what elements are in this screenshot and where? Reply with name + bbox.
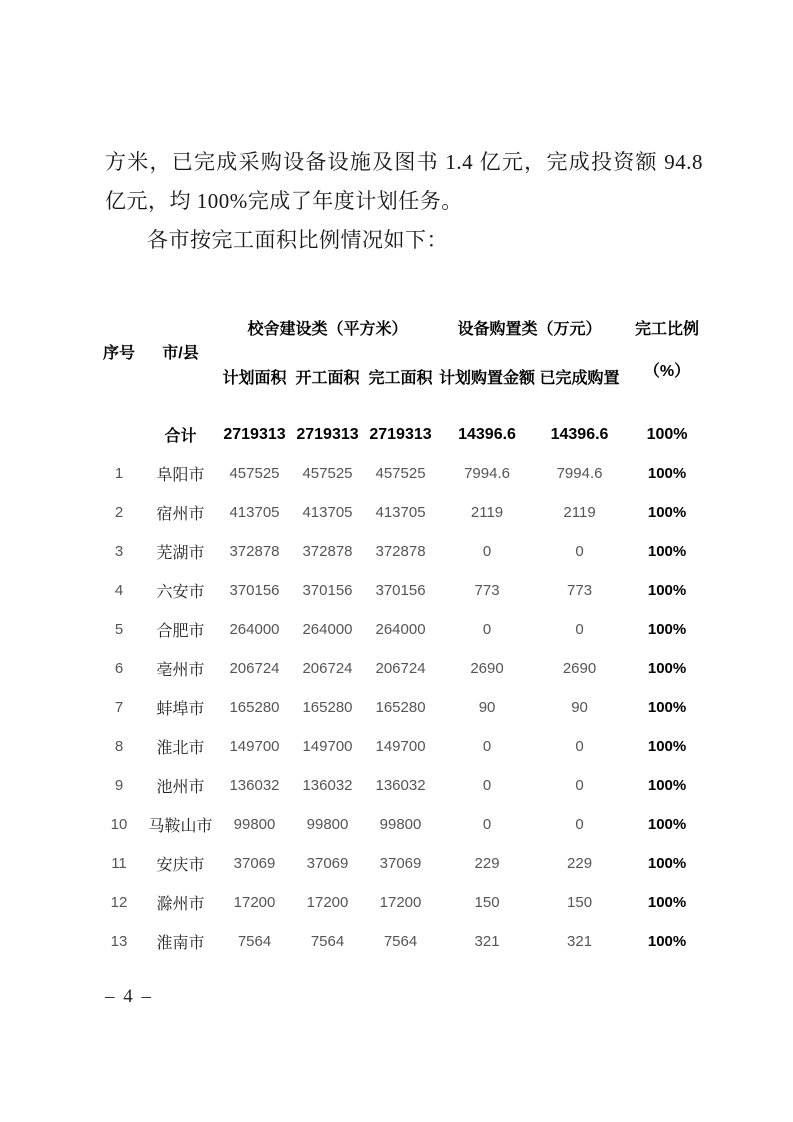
completed-purchase-amount: 0: [575, 621, 584, 638]
completed-area-value: 2719313: [369, 425, 432, 443]
started-area-value: 7564: [310, 933, 345, 950]
planned-area-value: 136032: [229, 777, 280, 794]
completed-purchase-amount: 0: [575, 816, 584, 833]
city-name: 淮南市: [156, 935, 205, 952]
planned-area-value: 206724: [229, 660, 280, 677]
completion-ratio: 100%: [647, 504, 687, 521]
completion-statistics-table: [95, 302, 712, 961]
table-row: [95, 727, 712, 766]
table-row: [95, 571, 712, 610]
table-row: [95, 883, 712, 922]
planned-area-value: 165280: [229, 699, 280, 716]
completed-area-value: 457525: [375, 465, 426, 482]
city-name: 宿州市: [156, 506, 205, 523]
completed-purchase-amount: 773: [567, 582, 593, 599]
completed-area-value: 413705: [375, 504, 426, 521]
completion-ratio: 100%: [647, 543, 687, 560]
planned-purchase-amount: 321: [474, 933, 500, 950]
planned-purchase-amount: 0: [482, 777, 492, 794]
city-name: 安庆市: [156, 857, 205, 874]
completion-ratio: 100%: [647, 816, 687, 833]
completion-ratio-label-line1: 完工比例: [635, 321, 700, 338]
city-name: 蚌埠市: [156, 701, 205, 718]
completed-area-value: 372878: [375, 543, 426, 560]
planned-purchase-amount: 773: [474, 582, 500, 599]
completion-ratio: 100%: [647, 777, 687, 794]
completion-ratio: 100%: [647, 855, 687, 872]
city-name: 芜湖市: [156, 545, 205, 562]
planned-purchase-amount: 0: [482, 816, 492, 833]
planned-purchase-amount: 150: [474, 894, 500, 911]
column-header-planned-area: 计划面积: [222, 369, 287, 387]
completed-purchase-amount: 150: [567, 894, 593, 911]
table-row: [95, 922, 712, 961]
serial-number: 7: [114, 699, 124, 716]
completed-area-value: 17200: [379, 894, 422, 911]
completed-area-value: 165280: [375, 699, 426, 716]
city-name: 马鞍山市: [148, 818, 213, 835]
completion-ratio-label-line2: （%）: [643, 363, 691, 380]
started-area-value: 37069: [306, 855, 349, 872]
planned-area-value: 149700: [229, 738, 280, 755]
completed-area-value: 206724: [375, 660, 426, 677]
column-header-planned-amount: 计划购置金额: [439, 369, 536, 387]
planned-area-value: 99800: [233, 816, 276, 833]
city-name: 六安市: [156, 584, 205, 601]
serial-number: 10: [110, 816, 128, 833]
planned-purchase-amount: 229: [474, 855, 500, 872]
planned-area-value: 370156: [229, 582, 280, 599]
completed-purchase-amount: 2690: [562, 660, 597, 677]
completion-ratio: 100%: [647, 699, 687, 716]
serial-number: 4: [114, 582, 124, 599]
completed-purchase-amount: 0: [575, 777, 584, 794]
completed-purchase-amount: 14396.6: [550, 425, 609, 443]
column-header-completed-area: 完工面积: [368, 369, 433, 387]
serial-number: 1: [114, 465, 124, 482]
completed-purchase-amount: 321: [567, 933, 593, 950]
planned-area-value: 37069: [233, 855, 276, 872]
started-area-value: 136032: [302, 777, 353, 794]
paragraph-continuation: 方米，已完成采购设备设施及图书 1.4 亿元，完成投资额 94.8 亿元，均 100%完成了年度计划任务。: [105, 150, 703, 213]
column-header-completed-amount: 已完成购置: [539, 369, 620, 387]
completed-purchase-amount: 90: [571, 699, 588, 716]
completion-ratio: 100%: [647, 738, 687, 755]
city-name: 合肥市: [156, 623, 205, 640]
city-name: 滁州市: [156, 896, 205, 913]
planned-area-value: 7564: [237, 933, 272, 950]
serial-number: 11: [111, 855, 127, 872]
serial-number: 6: [114, 660, 124, 677]
planned-area-value: 2719313: [223, 425, 286, 443]
column-header-serial: 序号: [102, 344, 135, 362]
planned-purchase-amount: 2119: [470, 504, 504, 521]
column-header-city: 市/县: [162, 344, 199, 362]
completion-ratio: 100%: [647, 582, 687, 599]
planned-area-value: 17200: [233, 894, 276, 911]
completed-area-value: 149700: [375, 738, 426, 755]
city-name: 阜阳市: [156, 467, 205, 484]
started-area-value: 2719313: [296, 425, 359, 443]
planned-purchase-amount: 2690: [470, 660, 504, 677]
completed-purchase-amount: 229: [567, 855, 593, 872]
started-area-value: 165280: [302, 699, 353, 716]
serial-number: 13: [110, 933, 128, 950]
completed-area-value: 7564: [383, 933, 418, 950]
column-header-completion-ratio: [622, 302, 712, 400]
planned-purchase-amount: 0: [482, 738, 492, 755]
completed-area-value: 99800: [379, 816, 422, 833]
started-area-value: 17200: [306, 894, 349, 911]
started-area-value: 264000: [302, 621, 353, 638]
started-area-value: 413705: [302, 504, 353, 521]
completion-ratio: 100%: [647, 933, 687, 950]
planned-purchase-amount: 7994.6: [464, 465, 510, 482]
completion-ratio: 100%: [647, 894, 687, 911]
city-name: 池州市: [156, 779, 205, 796]
completion-ratio: 100%: [647, 660, 687, 677]
table-body: [95, 400, 712, 961]
column-group-equipment: 设备购置类（万元）: [457, 320, 602, 338]
completion-ratio: 100%: [647, 465, 687, 482]
table-row: [95, 649, 712, 688]
completed-purchase-amount: 0: [575, 543, 584, 560]
column-group-construction: 校舍建设类（平方米）: [247, 320, 408, 338]
page-number: – 4 –: [105, 986, 153, 1007]
planned-area-value: 413705: [229, 504, 280, 521]
serial-number: [95, 415, 143, 454]
table-row: [95, 688, 712, 727]
serial-number: 9: [114, 777, 124, 794]
serial-number: 3: [114, 543, 124, 560]
planned-area-value: 372878: [229, 543, 280, 560]
completed-area-value: 264000: [375, 621, 426, 638]
city-name: 淮北市: [156, 740, 205, 757]
completed-purchase-amount: 7994.6: [556, 465, 603, 482]
city-name: 合计: [164, 428, 197, 445]
column-header-started-area: 开工面积: [295, 369, 360, 387]
header-group-row: [95, 302, 712, 352]
planned-purchase-amount: 0: [482, 543, 492, 560]
started-area-value: 372878: [302, 543, 353, 560]
table-row: [95, 805, 712, 844]
started-area-value: 370156: [302, 582, 353, 599]
city-name: 亳州市: [156, 662, 205, 679]
planned-purchase-amount: 14396.6: [458, 425, 516, 443]
completion-ratio: 100%: [646, 425, 688, 443]
table-row: [95, 610, 712, 649]
planned-area-value: 457525: [229, 465, 280, 482]
table-row: [95, 766, 712, 805]
table-row: [95, 532, 712, 571]
completed-area-value: 37069: [379, 855, 422, 872]
started-area-value: 206724: [302, 660, 353, 677]
table-row: [95, 493, 712, 532]
planned-purchase-amount: 0: [482, 621, 492, 638]
serial-number: 8: [114, 738, 124, 755]
planned-area-value: 264000: [229, 621, 280, 638]
table-row: [95, 844, 712, 883]
paragraph-intro: 各市按完工面积比例情况如下：: [147, 228, 448, 252]
started-area-value: 457525: [302, 465, 353, 482]
completed-area-value: 136032: [375, 777, 426, 794]
completed-area-value: 370156: [375, 582, 426, 599]
planned-purchase-amount: 90: [478, 699, 496, 716]
completed-purchase-amount: 2119: [563, 504, 596, 521]
serial-number: 12: [110, 894, 128, 911]
table-row: [95, 415, 712, 454]
started-area-value: 99800: [306, 816, 349, 833]
started-area-value: 149700: [302, 738, 353, 755]
table-row: [95, 454, 712, 493]
serial-number: 5: [114, 621, 124, 638]
completed-purchase-amount: 0: [575, 738, 584, 755]
serial-number: 2: [114, 504, 124, 521]
completion-ratio: 100%: [647, 621, 687, 638]
